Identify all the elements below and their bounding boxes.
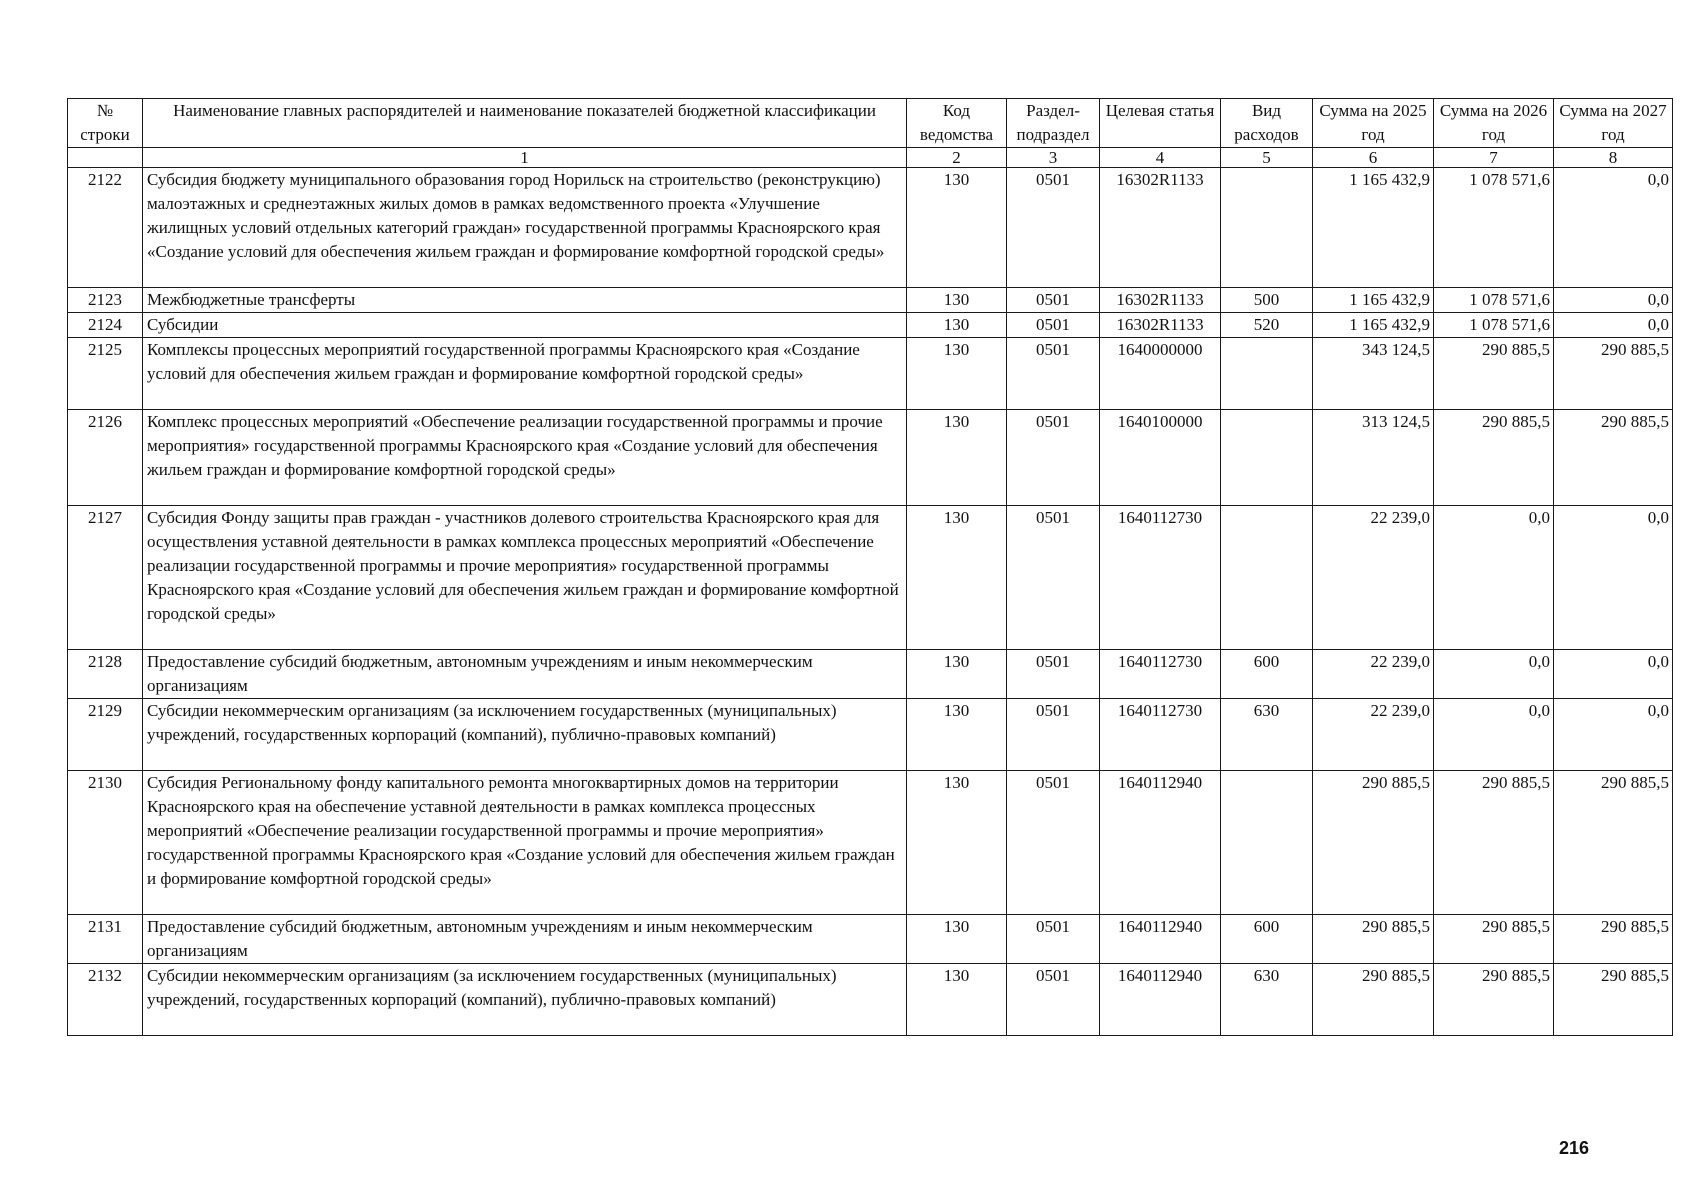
row-sum-2027: 290 885,5: [1554, 964, 1673, 1036]
row-target: 1640112730: [1100, 506, 1221, 650]
row-section: 0501: [1007, 771, 1100, 915]
row-ministry-code: 130: [907, 699, 1007, 771]
row-name: Субсидии некоммерческим организациям (за исключением государственных (муниципальных) учреждений, государственных корпораций (компаний), публично-правовых компаний): [143, 699, 907, 771]
header-target: Целевая статья: [1100, 99, 1221, 148]
column-index: 8: [1554, 148, 1673, 168]
row-expense-type: 520: [1221, 313, 1313, 338]
row-ministry-code: 130: [907, 771, 1007, 915]
header-expense-type: Вид расходов: [1221, 99, 1313, 148]
row-sum-2026: 290 885,5: [1434, 338, 1554, 410]
row-sum-2026: 0,0: [1434, 699, 1554, 771]
column-index: 7: [1434, 148, 1554, 168]
row-sum-2025: 290 885,5: [1313, 915, 1434, 964]
row-number: 2130: [68, 771, 143, 915]
row-ministry-code: 130: [907, 915, 1007, 964]
row-sum-2025: 343 124,5: [1313, 338, 1434, 410]
row-sum-2025: 290 885,5: [1313, 771, 1434, 915]
row-ministry-code: 130: [907, 168, 1007, 288]
row-target: 16302R1133: [1100, 168, 1221, 288]
row-sum-2025: 1 165 432,9: [1313, 288, 1434, 313]
table-row: [68, 964, 1673, 1036]
row-sum-2026: 0,0: [1434, 650, 1554, 699]
budget-table-sheet: [67, 98, 1673, 1036]
header-row-no: № строки: [68, 99, 143, 148]
column-index: 3: [1007, 148, 1100, 168]
row-section: 0501: [1007, 650, 1100, 699]
row-name: Комплекс процессных мероприятий «Обеспечение реализации государственной программы и прочие мероприятия» государственной программы Красноярского края «Создание условий для обеспечения жильем граждан и формирование комфортной городской среды»: [143, 410, 907, 506]
row-sum-2027: 290 885,5: [1554, 915, 1673, 964]
row-section: 0501: [1007, 699, 1100, 771]
table-row: [68, 288, 1673, 313]
column-index: 6: [1313, 148, 1434, 168]
column-index: 1: [143, 148, 907, 168]
row-target: 1640112940: [1100, 771, 1221, 915]
table-row: [68, 338, 1673, 410]
table-row: [68, 915, 1673, 964]
row-number: 2129: [68, 699, 143, 771]
table-row: [68, 771, 1673, 915]
row-number: 2127: [68, 506, 143, 650]
row-number: 2132: [68, 964, 143, 1036]
row-number: 2126: [68, 410, 143, 506]
row-ministry-code: 130: [907, 313, 1007, 338]
row-section: 0501: [1007, 410, 1100, 506]
row-section: 0501: [1007, 168, 1100, 288]
row-name: Субсидии: [143, 313, 907, 338]
row-sum-2025: 22 239,0: [1313, 506, 1434, 650]
row-number: 2122: [68, 168, 143, 288]
row-sum-2026: 290 885,5: [1434, 771, 1554, 915]
row-number: 2131: [68, 915, 143, 964]
row-expense-type: [1221, 771, 1313, 915]
row-sum-2025: 1 165 432,9: [1313, 313, 1434, 338]
table-row: [68, 168, 1673, 288]
row-sum-2025: 313 124,5: [1313, 410, 1434, 506]
row-sum-2025: 1 165 432,9: [1313, 168, 1434, 288]
header-section: Раздел-подраздел: [1007, 99, 1100, 148]
table-row: [68, 699, 1673, 771]
column-index: 2: [907, 148, 1007, 168]
row-sum-2026: 1 078 571,6: [1434, 313, 1554, 338]
row-target: 1640000000: [1100, 338, 1221, 410]
row-sum-2026: 290 885,5: [1434, 915, 1554, 964]
column-index-row: [68, 148, 1673, 168]
header-ministry-code: Код ведомства: [907, 99, 1007, 148]
row-expense-type: 630: [1221, 699, 1313, 771]
row-name: Субсидия Региональному фонду капитального ремонта многоквартирных домов на территории Красноярского края на обеспечение уставной деятельности в рамках комплекса процессных мероприятий «Обеспечение реализации государственной программы и прочие мероприятия» государственной программы Красноярского края «Создание условий для обеспечения жильем граждан и формирование комфортной городской среды»: [143, 771, 907, 915]
page-number: 216: [1559, 1138, 1590, 1158]
row-sum-2027: 290 885,5: [1554, 410, 1673, 506]
row-sum-2026: 0,0: [1434, 506, 1554, 650]
row-expense-type: 600: [1221, 650, 1313, 699]
column-index-empty: [68, 148, 143, 168]
row-sum-2026: 1 078 571,6: [1434, 168, 1554, 288]
row-sum-2027: 290 885,5: [1554, 771, 1673, 915]
row-target: 1640112940: [1100, 964, 1221, 1036]
row-ministry-code: 130: [907, 410, 1007, 506]
table-row: [68, 410, 1673, 506]
header-sum-2027: Сумма на 2027 год: [1554, 99, 1673, 148]
header-name: Наименование главных распорядителей и наименование показателей бюджетной классификации: [143, 99, 907, 148]
column-index: 4: [1100, 148, 1221, 168]
row-target: 16302R1133: [1100, 313, 1221, 338]
row-expense-type: [1221, 506, 1313, 650]
row-expense-type: [1221, 168, 1313, 288]
row-target: 1640112940: [1100, 915, 1221, 964]
row-sum-2027: 0,0: [1554, 313, 1673, 338]
row-section: 0501: [1007, 915, 1100, 964]
row-name: Предоставление субсидий бюджетным, автономным учреждениям и иным некоммерческим организациям: [143, 915, 907, 964]
header-sum-2025: Сумма на 2025 год: [1313, 99, 1434, 148]
row-section: 0501: [1007, 288, 1100, 313]
row-ministry-code: 130: [907, 964, 1007, 1036]
row-section: 0501: [1007, 506, 1100, 650]
row-sum-2025: 22 239,0: [1313, 699, 1434, 771]
table-header-row: [68, 99, 1673, 148]
row-section: 0501: [1007, 338, 1100, 410]
row-sum-2025: 22 239,0: [1313, 650, 1434, 699]
row-expense-type: [1221, 338, 1313, 410]
row-ministry-code: 130: [907, 506, 1007, 650]
row-sum-2027: 0,0: [1554, 288, 1673, 313]
budget-table: [67, 98, 1673, 1036]
row-target: 16302R1133: [1100, 288, 1221, 313]
row-name: Межбюджетные трансферты: [143, 288, 907, 313]
row-sum-2026: 290 885,5: [1434, 964, 1554, 1036]
row-section: 0501: [1007, 964, 1100, 1036]
row-sum-2025: 290 885,5: [1313, 964, 1434, 1036]
row-expense-type: 600: [1221, 915, 1313, 964]
row-number: 2128: [68, 650, 143, 699]
row-sum-2027: 0,0: [1554, 699, 1673, 771]
row-target: 1640100000: [1100, 410, 1221, 506]
row-expense-type: [1221, 410, 1313, 506]
row-sum-2026: 290 885,5: [1434, 410, 1554, 506]
row-number: 2125: [68, 338, 143, 410]
row-sum-2027: 0,0: [1554, 168, 1673, 288]
table-row: [68, 650, 1673, 699]
row-name: Субсидия бюджету муниципального образования город Норильск на строительство (реконструкцию) малоэтажных и среднеэтажных жилых домов в рамках ведомственного проекта «Улучшение жилищных условий отдельных категорий граждан» государственной программы Красноярского края «Создание условий для обеспечения жильем граждан и формирование комфортной городской среды»: [143, 168, 907, 288]
row-sum-2026: 1 078 571,6: [1434, 288, 1554, 313]
row-name: Субсидии некоммерческим организациям (за исключением государственных (муниципальных) учреждений, государственных корпораций (компаний), публично-правовых компаний): [143, 964, 907, 1036]
row-sum-2027: 290 885,5: [1554, 338, 1673, 410]
row-ministry-code: 130: [907, 338, 1007, 410]
row-expense-type: 500: [1221, 288, 1313, 313]
row-name: Комплексы процессных мероприятий государственной программы Красноярского края «Создание условий для обеспечения жильем граждан и формирование комфортной городской среды»: [143, 338, 907, 410]
row-name: Субсидия Фонду защиты прав граждан - участников долевого строительства Красноярского края для осуществления уставной деятельности в рамках комплекса процессных мероприятий «Обеспечение реализации государственной программы и прочие мероприятия» государственной программы Красноярского края «Создание условий для обеспечения жильем граждан и формирование комфортной городской среды»: [143, 506, 907, 650]
row-number: 2123: [68, 288, 143, 313]
header-sum-2026: Сумма на 2026 год: [1434, 99, 1554, 148]
column-index: 5: [1221, 148, 1313, 168]
row-section: 0501: [1007, 313, 1100, 338]
row-number: 2124: [68, 313, 143, 338]
row-expense-type: 630: [1221, 964, 1313, 1036]
row-name: Предоставление субсидий бюджетным, автономным учреждениям и иным некоммерческим организациям: [143, 650, 907, 699]
row-target: 1640112730: [1100, 699, 1221, 771]
table-row: [68, 313, 1673, 338]
row-sum-2027: 0,0: [1554, 506, 1673, 650]
row-sum-2027: 0,0: [1554, 650, 1673, 699]
row-ministry-code: 130: [907, 288, 1007, 313]
table-row: [68, 506, 1673, 650]
row-ministry-code: 130: [907, 650, 1007, 699]
row-target: 1640112730: [1100, 650, 1221, 699]
